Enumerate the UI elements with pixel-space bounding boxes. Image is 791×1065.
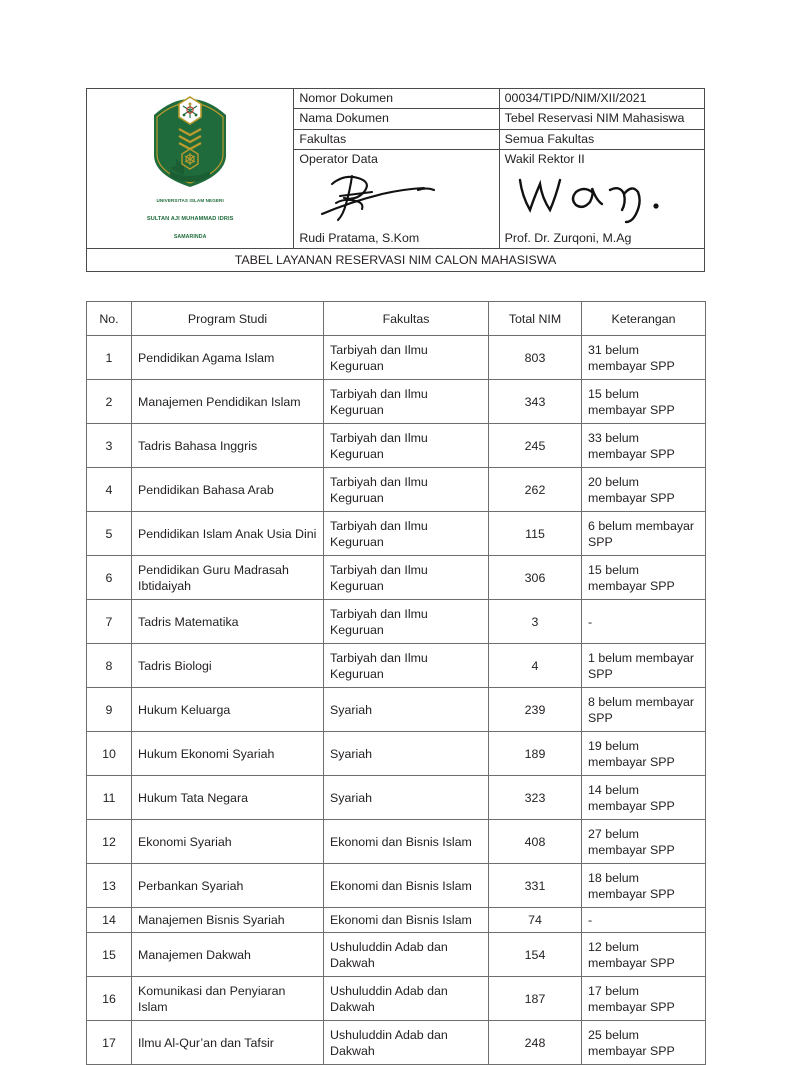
cell-keterangan: 15 belum membayar SPP [582,556,706,600]
meta-label-fakultas: Fakultas [294,129,499,149]
cell-keterangan: 19 belum membayar SPP [582,732,706,776]
cell-total-nim: 74 [489,908,582,933]
signature-block-wakil-rektor [499,149,704,248]
cell-no: 1 [87,336,132,380]
cell-total-nim: 343 [489,380,582,424]
cell-keterangan: - [582,908,706,933]
cell-keterangan: 15 belum membayar SPP [582,380,706,424]
cell-no: 13 [87,864,132,908]
cell-fakultas: Ushuluddin Adab dan Dakwah [324,933,489,977]
cell-no: 4 [87,468,132,512]
cell-prodi: Hukum Tata Negara [132,776,324,820]
signature-zurqoni [506,170,696,226]
cell-keterangan: 27 belum membayar SPP [582,820,706,864]
cell-keterangan: 6 belum membayar SPP [582,512,706,556]
signature-rudi [300,170,490,226]
table-row [87,820,706,864]
column-header-total-nim: Total NIM [489,302,582,336]
table-row [87,600,706,644]
table-row [87,336,706,380]
column-header-prodi: Program Studi [132,302,324,336]
meta-value-nomor-dokumen: 00034/TIPD/NIM/XII/2021 [499,89,704,109]
cell-fakultas: Tarbiyah dan Ilmu Keguruan [324,336,489,380]
cell-fakultas: Tarbiyah dan Ilmu Keguruan [324,556,489,600]
cell-no: 10 [87,732,132,776]
cell-total-nim: 331 [489,864,582,908]
cell-total-nim: 239 [489,688,582,732]
cell-prodi: Pendidikan Islam Anak Usia Dini [132,512,324,556]
table-row [87,908,706,933]
cell-keterangan: 14 belum membayar SPP [582,776,706,820]
table-row [87,424,706,468]
cell-fakultas: Syariah [324,732,489,776]
cell-total-nim: 306 [489,556,582,600]
cell-fakultas: Syariah [324,776,489,820]
cell-total-nim: 408 [489,820,582,864]
cell-fakultas: Ekonomi dan Bisnis Islam [324,820,489,864]
cell-fakultas: Ushuluddin Adab dan Dakwah [324,977,489,1021]
cell-no: 12 [87,820,132,864]
table-row [87,776,706,820]
table-row [87,933,706,977]
cell-total-nim: 4 [489,644,582,688]
nim-reservation-table [86,301,706,1065]
cell-fakultas: Syariah [324,688,489,732]
cell-keterangan: 33 belum membayar SPP [582,424,706,468]
meta-label-nama-dokumen: Nama Dokumen [294,109,499,129]
cell-prodi: Komunikasi dan Penyiaran Islam [132,977,324,1021]
signature-name-operator: Rudi Pratama, S.Kom [299,231,420,245]
document-header-table [86,88,705,272]
cell-fakultas: Tarbiyah dan Ilmu Keguruan [324,468,489,512]
cell-no: 7 [87,600,132,644]
meta-value-fakultas: Semua Fakultas [499,129,704,149]
signature-block-operator [294,149,499,248]
table-header-row [87,302,706,336]
cell-prodi: Hukum Ekonomi Syariah [132,732,324,776]
cell-no: 11 [87,776,132,820]
table-row [87,864,706,908]
table-row [87,556,706,600]
table-row [87,468,706,512]
table-row [87,732,706,776]
cell-prodi: Tadris Biologi [132,644,324,688]
cell-fakultas: Tarbiyah dan Ilmu Keguruan [324,512,489,556]
cell-prodi: Tadris Bahasa Inggris [132,424,324,468]
cell-keterangan: 8 belum membayar SPP [582,688,706,732]
cell-prodi: Perbankan Syariah [132,864,324,908]
uin-shield-logo [87,89,293,248]
table-row [87,1021,706,1065]
cell-prodi: Manajemen Dakwah [132,933,324,977]
cell-total-nim: 189 [489,732,582,776]
cell-prodi: Pendidikan Bahasa Arab [132,468,324,512]
cell-total-nim: 3 [489,600,582,644]
cell-keterangan: 1 belum membayar SPP [582,644,706,688]
cell-fakultas: Tarbiyah dan Ilmu Keguruan [324,600,489,644]
uin-shield-logo-svg [144,93,236,189]
cell-no: 3 [87,424,132,468]
column-header-fakultas: Fakultas [324,302,489,336]
cell-no: 8 [87,644,132,688]
cell-total-nim: 262 [489,468,582,512]
cell-keterangan: 31 belum membayar SPP [582,336,706,380]
table-row [87,512,706,556]
cell-prodi: Pendidikan Agama Islam [132,336,324,380]
reservation-table-block [86,301,705,1065]
cell-prodi: Hukum Keluarga [132,688,324,732]
cell-fakultas: Tarbiyah dan Ilmu Keguruan [324,644,489,688]
cell-no: 14 [87,908,132,933]
cell-prodi: Ekonomi Syariah [132,820,324,864]
cell-keterangan: 25 belum membayar SPP [582,1021,706,1065]
meta-value-nama-dokumen: Tebel Reservasi NIM Mahasiswa [499,109,704,129]
signature-name-wakil-rektor: Prof. Dr. Zurqoni, M.Ag [504,231,632,245]
cell-no: 17 [87,1021,132,1065]
cell-prodi: Manajemen Bisnis Syariah [132,908,324,933]
cell-keterangan: 12 belum membayar SPP [582,933,706,977]
cell-fakultas: Tarbiyah dan Ilmu Keguruan [324,380,489,424]
cell-prodi: Ilmu Al-Qur’an dan Tafsir [132,1021,324,1065]
meta-label-nomor-dokumen: Nomor Dokumen [294,89,499,109]
logo-line-3: SAMARINDA [173,234,207,240]
cell-fakultas: Tarbiyah dan Ilmu Keguruan [324,424,489,468]
cell-total-nim: 154 [489,933,582,977]
cell-fakultas: Ushuluddin Adab dan Dakwah [324,1021,489,1065]
cell-keterangan: - [582,600,706,644]
cell-fakultas: Ekonomi dan Bisnis Islam [324,864,489,908]
cell-keterangan: 20 belum membayar SPP [582,468,706,512]
column-header-keterangan: Keterangan [582,302,706,336]
table-row [87,380,706,424]
cell-keterangan: 17 belum membayar SPP [582,977,706,1021]
signature-role-operator: Operator Data [299,151,378,166]
table-row [87,644,706,688]
logo-line-2: SULTAN AJI MUHAMMAD IDRIS [146,216,234,222]
logo-cell [87,89,294,249]
cell-prodi: Tadris Matematika [132,600,324,644]
table-row [87,688,706,732]
column-header-no: No. [87,302,132,336]
cell-keterangan: 18 belum membayar SPP [582,864,706,908]
cell-no: 6 [87,556,132,600]
cell-total-nim: 803 [489,336,582,380]
signature-role-wakil-rektor: Wakil Rektor II [504,151,585,166]
cell-total-nim: 323 [489,776,582,820]
cell-fakultas: Ekonomi dan Bisnis Islam [324,908,489,933]
document-banner-title: TABEL LAYANAN RESERVASI NIM CALON MAHASISWA [87,249,705,272]
cell-prodi: Manajemen Pendidikan Islam [132,380,324,424]
cell-total-nim: 115 [489,512,582,556]
cell-total-nim: 248 [489,1021,582,1065]
cell-prodi: Pendidikan Guru Madrasah Ibtidaiyah [132,556,324,600]
cell-no: 5 [87,512,132,556]
table-row [87,977,706,1021]
cell-no: 15 [87,933,132,977]
cell-no: 2 [87,380,132,424]
cell-no: 16 [87,977,132,1021]
logo-line-1: UNIVERSITAS ISLAM NEGERI [156,198,224,203]
cell-total-nim: 187 [489,977,582,1021]
cell-total-nim: 245 [489,424,582,468]
cell-no: 9 [87,688,132,732]
document-header-block [86,88,705,272]
